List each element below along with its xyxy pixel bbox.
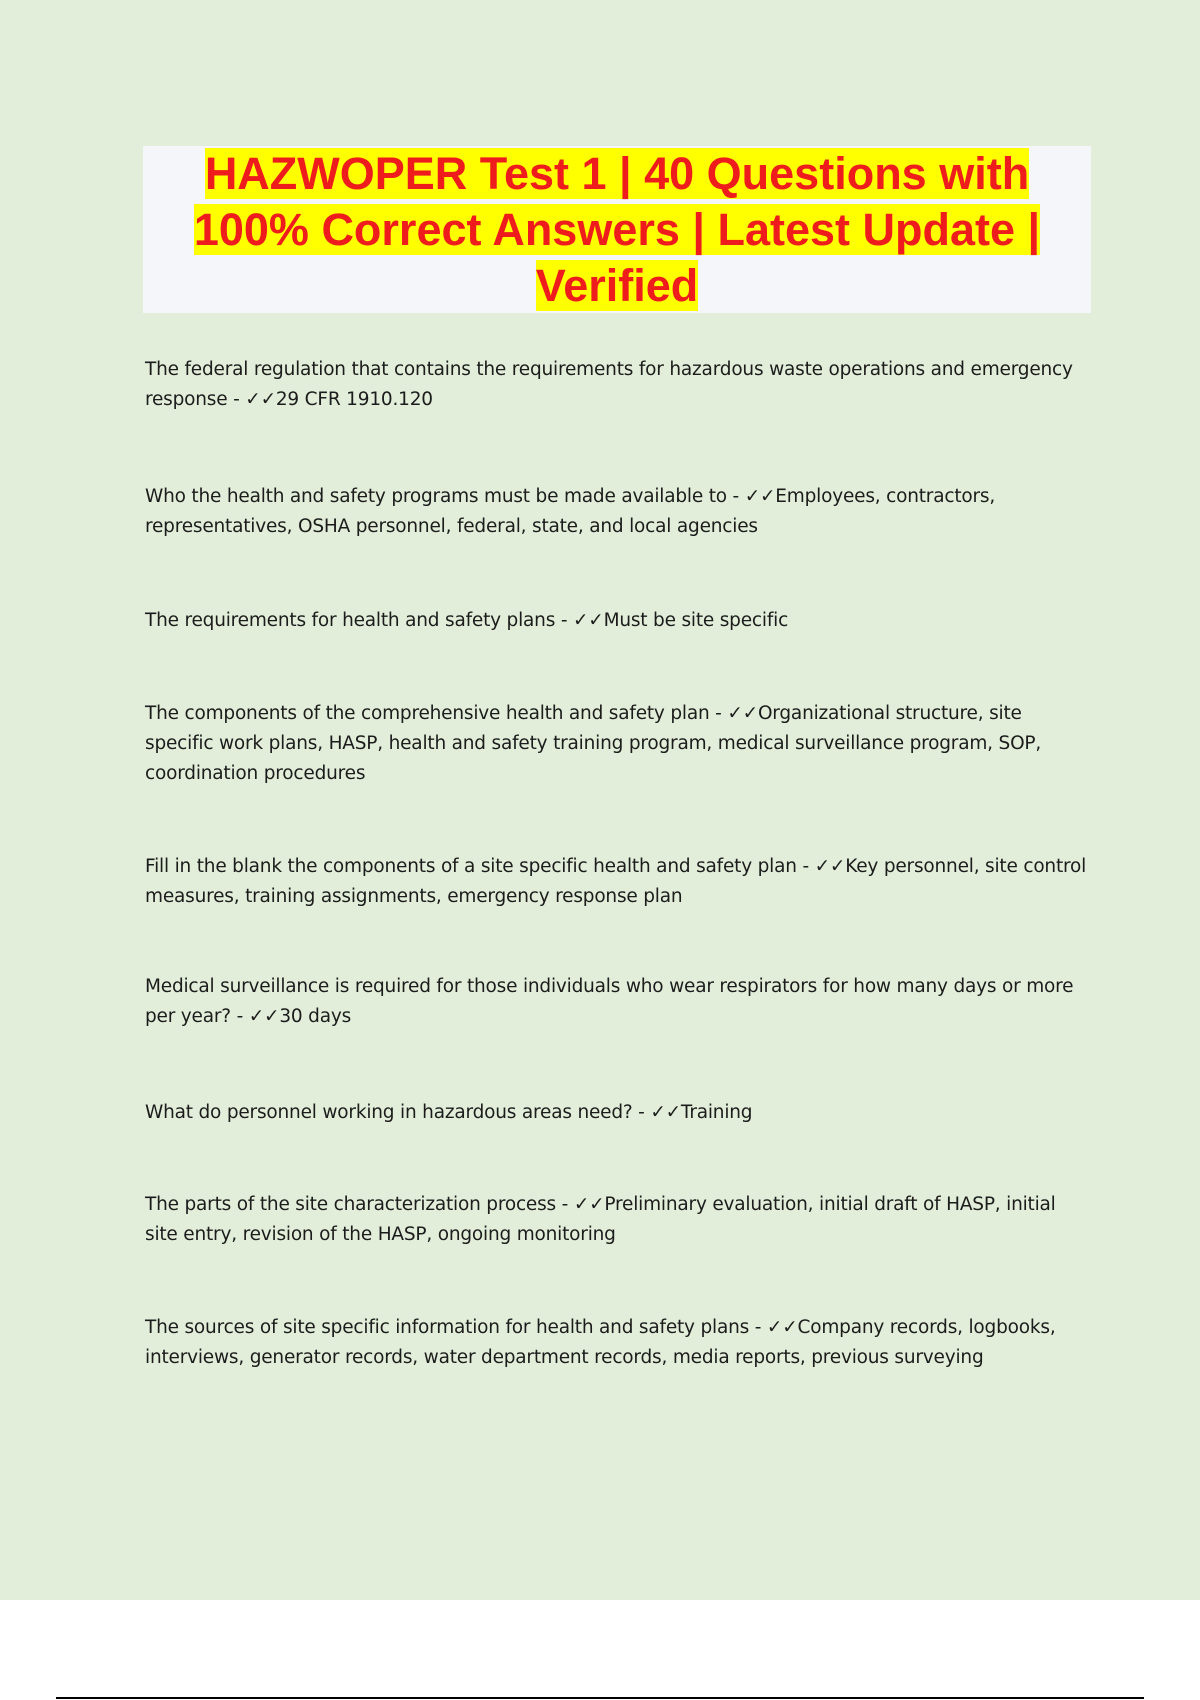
qa-item-1: The federal regulation that contains the requirements for hazardous waste operations and emergency response - ✓✓29 CFR 1910.120 (145, 359, 1073, 410)
qa-item-3: The requirements for health and safety plans - ✓✓Must be site specific (145, 610, 789, 631)
qa-item-5: Fill in the blank the components of a site specific health and safety plan - ✓✓Key personnel, site control measures, training assignments, emergency response plan (145, 856, 1087, 907)
footer-divider (56, 1697, 1144, 1699)
qa-item-8: The parts of the site characterization process - ✓✓Preliminary evaluation, initial draft of HASP, initial site entry, revision of the HASP, ongoing monitoring (145, 1194, 1056, 1245)
title-box (143, 146, 1091, 313)
qa-item-4: The components of the comprehensive health and safety plan - ✓✓Organizational structure, site specific work plans, HASP, health and safety training program, medical surveillance program, SOP, coordination procedures (145, 703, 1042, 784)
qa-item-2: Who the health and safety programs must be made available to - ✓✓Employees, contractors, representatives, OSHA personnel, federal, state, and local agencies (145, 486, 996, 537)
document-title-text: HAZWOPER Test 1 | 40 Questions with 100% Correct Answers | Latest Update | Verified (193, 147, 1041, 311)
qa-item-7: What do personnel working in hazardous areas need? - ✓✓Training (145, 1102, 753, 1123)
document-title (147, 146, 1087, 314)
qa-item-9: The sources of site specific information for health and safety plans - ✓✓Company records, logbooks, interviews, generator records, water department records, media reports, previous surveying (145, 1317, 1056, 1368)
qa-item-6: Medical surveillance is required for those individuals who wear respirators for how many days or more per year? - ✓✓30 days (145, 976, 1074, 1027)
